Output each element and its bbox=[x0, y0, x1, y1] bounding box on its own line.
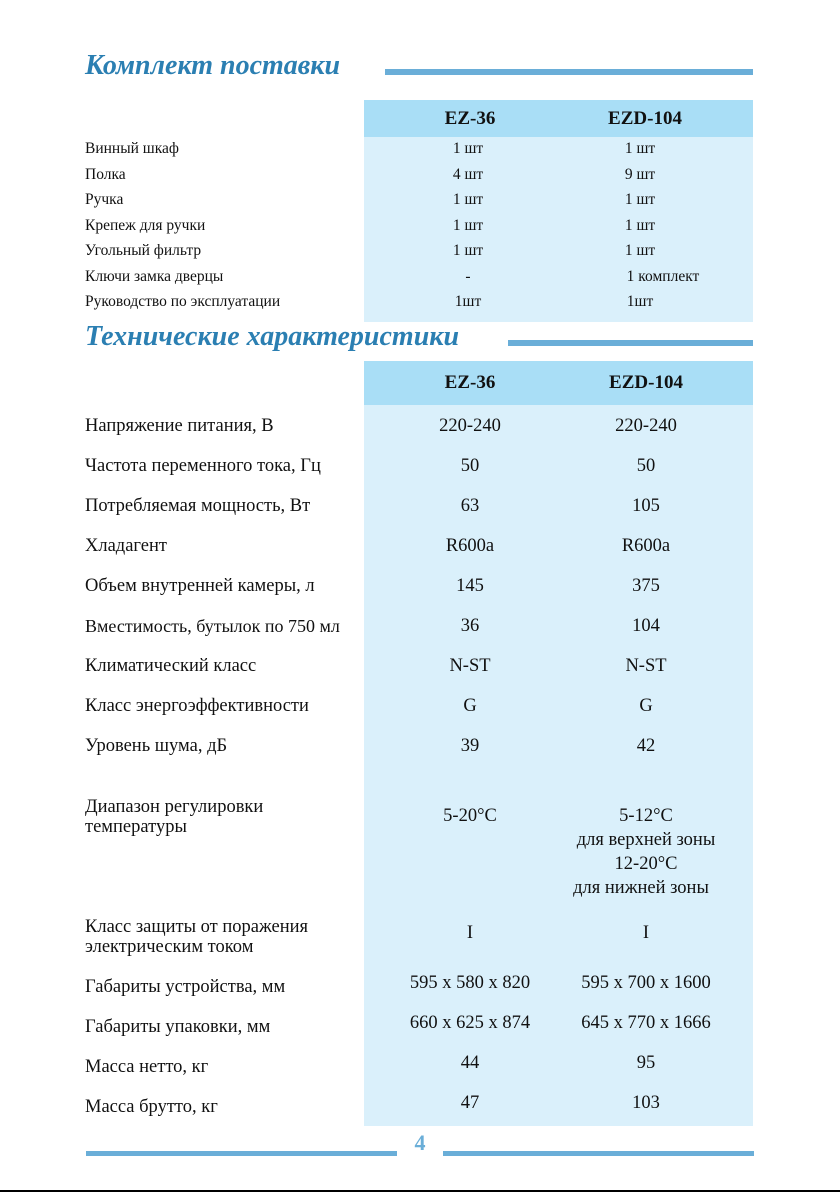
value-ezd104: 220-240 bbox=[615, 416, 677, 436]
value-ezd104: 1 комплект bbox=[626, 268, 700, 285]
row-label: Климатический класс bbox=[85, 656, 257, 676]
column-header-ez36: EZ-36 bbox=[444, 372, 496, 393]
value-ez36: 36 bbox=[460, 616, 480, 636]
value-ezd104-line3: 12-20°C bbox=[614, 854, 678, 874]
row-label: Класс энергоэффективности bbox=[85, 696, 309, 716]
section-title-package: Комплект поставки bbox=[85, 50, 341, 81]
row-label: Ручка bbox=[85, 191, 124, 208]
row-label: Угольный фильтр bbox=[85, 242, 202, 259]
value-ez36: I bbox=[466, 923, 474, 943]
value-ez36: 1 шт bbox=[452, 191, 484, 208]
value-ezd104-line4: для нижней зоны bbox=[573, 878, 709, 898]
column-header-ezd104: EZD-104 bbox=[609, 372, 683, 393]
row-label: Руководство по эксплуатации bbox=[85, 293, 281, 310]
title-rule bbox=[508, 340, 753, 346]
value-ezd104: 103 bbox=[632, 1093, 660, 1113]
row-label: Объем внутренней камеры, л bbox=[85, 576, 315, 596]
value-ezd104: I bbox=[642, 923, 650, 943]
value-ez36: 1шт bbox=[454, 293, 482, 310]
value-ez36: 63 bbox=[460, 496, 480, 516]
row-label: Винный шкаф bbox=[85, 140, 179, 157]
section-title-specs: Технические характеристики bbox=[85, 321, 460, 352]
value-ez36: 1 шт bbox=[452, 217, 484, 234]
value-ezd104: 95 bbox=[636, 1053, 656, 1073]
row-label: Крепеж для ручки bbox=[85, 217, 206, 234]
value-ezd104: 1 шт bbox=[624, 140, 656, 157]
row-label: Ключи замка дверцы bbox=[85, 268, 224, 285]
value-ezd104: 1шт bbox=[626, 293, 654, 310]
value-ezd104: 1 шт bbox=[624, 217, 656, 234]
footer-rule-left bbox=[86, 1151, 397, 1156]
row-label: Вместимость, бутылок по 750 мл bbox=[85, 616, 340, 636]
value-ezd104: 9 шт bbox=[624, 166, 656, 183]
row-label: Уровень шума, дБ bbox=[85, 736, 228, 756]
row-label: Хладагент bbox=[85, 536, 167, 556]
value-ez36: - bbox=[465, 268, 471, 285]
value-ez36: G bbox=[463, 696, 477, 716]
row-label-continued: электрическим током bbox=[85, 937, 254, 957]
value-ez36: 39 bbox=[460, 736, 480, 756]
value-ezd104: 645 x 770 x 1666 bbox=[581, 1013, 711, 1033]
row-label: Полка bbox=[85, 166, 126, 183]
value-ezd104: R600a bbox=[621, 536, 671, 556]
value-ezd104: 105 bbox=[632, 496, 660, 516]
value-ezd104: 375 bbox=[632, 576, 660, 596]
page-number: 4 bbox=[414, 1130, 426, 1155]
value-ezd104: G bbox=[639, 696, 653, 716]
value-ezd104: N-ST bbox=[625, 656, 667, 676]
value-ez36: 47 bbox=[460, 1093, 480, 1113]
value-ezd104: 595 x 700 x 1600 bbox=[581, 973, 711, 993]
column-header-ezd104: EZD-104 bbox=[608, 108, 682, 129]
value-ez36: 145 bbox=[456, 576, 484, 596]
value-ez36: R600a bbox=[445, 536, 495, 556]
row-label: Масса брутто, кг bbox=[85, 1097, 218, 1117]
row-label: Частота переменного тока, Гц bbox=[85, 456, 321, 476]
value-ezd104-line2: для верхней зоны bbox=[576, 830, 716, 850]
value-ez36: 595 x 580 x 820 bbox=[409, 973, 531, 993]
value-ez36: 50 bbox=[460, 456, 480, 476]
value-ez36: N-ST bbox=[449, 656, 491, 676]
row-label-continued: температуры bbox=[85, 817, 187, 837]
column-header-ez36: EZ-36 bbox=[444, 108, 496, 129]
row-label: Класс защиты от поражения bbox=[85, 917, 309, 937]
value-ez36: 4 шт bbox=[452, 166, 484, 183]
row-label: Напряжение питания, В bbox=[85, 416, 274, 436]
row-label: Габариты устройства, мм bbox=[85, 977, 286, 997]
title-rule bbox=[385, 69, 753, 75]
value-ezd104: 42 bbox=[636, 736, 656, 756]
row-label: Диапазон регулировки bbox=[85, 797, 264, 817]
value-ez36: 44 bbox=[460, 1053, 480, 1073]
value-ez36: 5-20°C bbox=[443, 806, 497, 826]
value-ez36: 1 шт bbox=[452, 140, 484, 157]
row-label: Потребляемая мощность, Вт bbox=[85, 496, 311, 516]
value-ezd104-line1: 5-12°C bbox=[619, 806, 673, 826]
value-ez36: 220-240 bbox=[439, 416, 501, 436]
value-ezd104: 1 шт bbox=[624, 191, 656, 208]
value-ez36: 1 шт bbox=[452, 242, 484, 259]
value-ez36: 660 x 625 x 874 bbox=[409, 1013, 531, 1033]
footer-rule-right bbox=[443, 1151, 754, 1156]
row-label: Масса нетто, кг bbox=[85, 1057, 209, 1077]
row-label: Габариты упаковки, мм bbox=[85, 1017, 271, 1037]
value-ezd104: 1 шт bbox=[624, 242, 656, 259]
value-ezd104: 50 bbox=[636, 456, 656, 476]
value-ezd104: 104 bbox=[632, 616, 660, 636]
